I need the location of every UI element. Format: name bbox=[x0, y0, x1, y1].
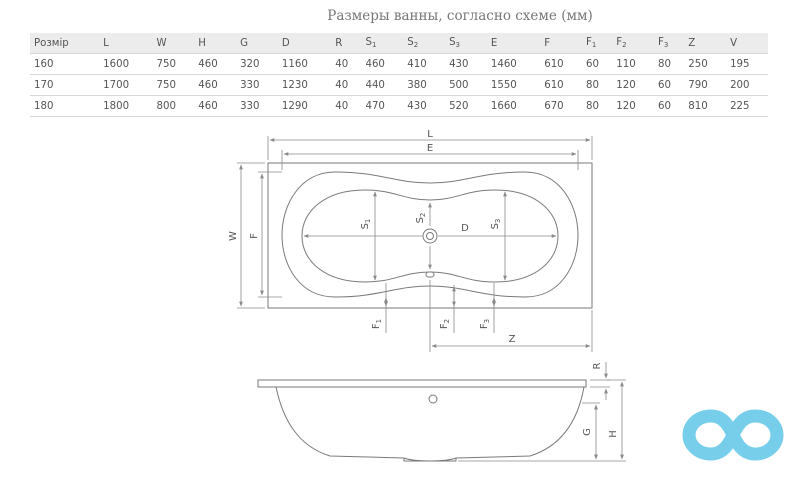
label-R: R bbox=[592, 362, 603, 370]
table-cell: 320 bbox=[236, 54, 278, 75]
column-header-label: V bbox=[730, 37, 738, 49]
table-cell: 60 bbox=[654, 96, 684, 117]
table-cell: 200 bbox=[726, 75, 768, 96]
table-cell: 60 bbox=[582, 54, 612, 75]
column-header-label: F bbox=[544, 37, 551, 49]
label-D: D bbox=[461, 223, 469, 234]
table-cell: 470 bbox=[361, 96, 403, 117]
column-header-label: S bbox=[449, 37, 456, 48]
drain-outer-icon bbox=[423, 229, 437, 243]
label-S3: $S_3$ bbox=[490, 218, 502, 230]
column-header-subscript: 2 bbox=[413, 41, 419, 49]
table-cell: 195 bbox=[726, 54, 768, 75]
table-cell: 610 bbox=[540, 75, 582, 96]
table-cell: 790 bbox=[684, 75, 726, 96]
table-cell: 1290 bbox=[278, 96, 331, 117]
table-cell: 460 bbox=[194, 75, 236, 96]
table-cell: 1160 bbox=[278, 54, 331, 75]
table-cell: 225 bbox=[726, 96, 768, 117]
table-cell: 800 bbox=[152, 96, 194, 117]
column-header-label: F bbox=[658, 37, 664, 48]
table-cell: 430 bbox=[403, 96, 445, 117]
table-cell: 1550 bbox=[487, 75, 540, 96]
column-header-label: Z bbox=[688, 37, 696, 49]
label-H: H bbox=[608, 430, 619, 438]
label-W: W bbox=[228, 231, 239, 241]
table-cell: 330 bbox=[236, 96, 278, 117]
column-header-label: H bbox=[198, 37, 206, 49]
table-cell: 40 bbox=[331, 54, 361, 75]
table-cell: 250 bbox=[684, 54, 726, 75]
table-cell: 120 bbox=[612, 75, 654, 96]
label-S1: $S_1$ bbox=[360, 218, 372, 230]
table-cell: 520 bbox=[445, 96, 487, 117]
side-rim bbox=[258, 380, 586, 387]
table-cell: 460 bbox=[194, 54, 236, 75]
table-cell: 500 bbox=[445, 75, 487, 96]
table-cell: 750 bbox=[152, 54, 194, 75]
table-cell: 1660 bbox=[487, 96, 540, 117]
table-cell: 670 bbox=[540, 96, 582, 117]
column-header-label: L bbox=[103, 37, 109, 49]
table-cell: 430 bbox=[445, 54, 487, 75]
column-header-label: W bbox=[156, 37, 167, 49]
table-cell: 460 bbox=[194, 96, 236, 117]
table-cell: 410 bbox=[403, 54, 445, 75]
table-cell: 160 bbox=[30, 54, 99, 75]
label-G: G bbox=[582, 428, 593, 436]
table-cell: 1230 bbox=[278, 75, 331, 96]
column-header-subscript: 3 bbox=[663, 41, 669, 49]
table-cell: 170 bbox=[30, 75, 99, 96]
table-cell: 60 bbox=[654, 75, 684, 96]
column-header-label: F bbox=[616, 37, 623, 48]
column-header-label: F bbox=[586, 37, 592, 48]
table-cell: 110 bbox=[612, 54, 654, 75]
label-Z: Z bbox=[508, 334, 516, 345]
column-header-subscript: 1 bbox=[371, 41, 377, 49]
column-header-label: S bbox=[365, 37, 372, 48]
label-F3: $F_3$ bbox=[479, 318, 491, 330]
overflow-icon bbox=[426, 272, 434, 277]
table-cell: 1460 bbox=[487, 54, 540, 75]
column-header-subscript: 2 bbox=[622, 41, 627, 49]
column-header-label: R bbox=[335, 37, 343, 49]
column-header-label: D bbox=[281, 37, 290, 49]
table-cell: 460 bbox=[361, 54, 403, 75]
top-view bbox=[228, 129, 592, 352]
infinity-logo-icon bbox=[679, 400, 787, 470]
column-header-label: G bbox=[240, 37, 248, 49]
label-F1: $F_1$ bbox=[371, 318, 383, 330]
table-cell: 610 bbox=[540, 54, 582, 75]
table-cell: 120 bbox=[612, 96, 654, 117]
drain-inner-icon bbox=[427, 233, 434, 240]
table-cell: 380 bbox=[403, 75, 445, 96]
table-cell: 180 bbox=[30, 96, 99, 117]
tub-inner-outline bbox=[282, 172, 578, 297]
column-header-label: Розмір bbox=[34, 37, 69, 49]
page-title: Размеры ванны, согласно схеме (мм) bbox=[327, 8, 593, 24]
column-header-label: E bbox=[490, 37, 498, 49]
table-cell: 750 bbox=[152, 75, 194, 96]
label-F: F bbox=[249, 233, 260, 239]
table-cell: 440 bbox=[361, 75, 403, 96]
column-header-label: S bbox=[407, 37, 414, 48]
label-L: L bbox=[427, 129, 433, 140]
table-cell: 80 bbox=[582, 96, 612, 117]
column-header-subscript: 1 bbox=[591, 41, 597, 49]
table-cell: 810 bbox=[684, 96, 726, 117]
table-cell: 40 bbox=[331, 96, 361, 117]
table-cell: 330 bbox=[236, 75, 278, 96]
table-cell: 40 bbox=[331, 75, 361, 96]
table-cell: 1600 bbox=[99, 54, 152, 75]
side-tub-body bbox=[276, 387, 584, 461]
label-E: E bbox=[426, 143, 434, 154]
table-cell: 1800 bbox=[99, 96, 152, 117]
label-S2: $S_2$ bbox=[415, 212, 427, 224]
column-header-subscript: 3 bbox=[455, 41, 460, 49]
side-overflow-icon bbox=[429, 395, 437, 403]
table-cell: 80 bbox=[654, 54, 684, 75]
side-view bbox=[258, 362, 626, 461]
label-F2: $F_2$ bbox=[439, 318, 451, 330]
table-cell: 1700 bbox=[99, 75, 152, 96]
table-cell: 80 bbox=[582, 75, 612, 96]
